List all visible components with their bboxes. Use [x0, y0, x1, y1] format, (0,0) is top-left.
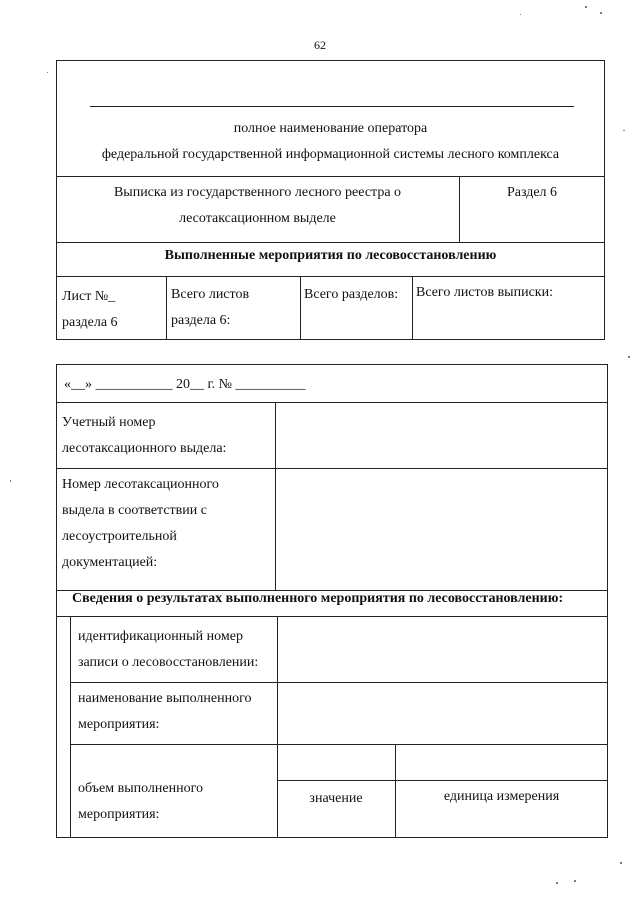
sheet-number-2: раздела 6	[62, 315, 118, 330]
account-number-1: Учетный номер	[62, 415, 156, 430]
results-title: Сведения о результатах выполненного мероприятия по лесовосстановлению:	[72, 591, 564, 606]
operator-caption-2: федеральной государственной информационной системы лесного комплекса	[101, 147, 560, 162]
taxation-number-2: выдела в соответствии с	[62, 503, 207, 518]
activity-name-2: мероприятия:	[78, 717, 160, 732]
activity-name-1: наименование выполненного	[78, 691, 252, 706]
extract-title-1: Выписка из государственного лесного реестра о	[113, 185, 402, 200]
account-number-2: лесотаксационного выдела:	[62, 441, 227, 456]
sheet-number-1: Лист №_	[62, 289, 116, 304]
operator-caption-1: полное наименование оператора	[233, 121, 428, 136]
operator-name-line	[90, 106, 574, 107]
record-id-2: записи о лесовосстановлении:	[78, 655, 259, 670]
total-extract-sheets: Всего листов выписки:	[416, 285, 553, 300]
record-id-1: идентификационный номер	[78, 629, 243, 644]
volume-value-header: значение	[309, 791, 363, 806]
extract-title-2: лесотаксационном выделе	[179, 211, 336, 226]
activity-volume-1: объем выполненного	[78, 781, 203, 796]
taxation-number-3: лесоустроительной	[62, 529, 177, 544]
total-sections: Всего разделов:	[304, 287, 399, 302]
activity-volume-2: мероприятия:	[78, 807, 160, 822]
section-label: Раздел 6	[506, 185, 558, 200]
taxation-number-1: Номер лесотаксационного	[62, 477, 219, 492]
total-sheets-1: Всего листов	[171, 287, 250, 302]
page-number: 62	[314, 38, 326, 52]
total-sheets-2: раздела 6:	[171, 313, 231, 328]
taxation-number-4: документацией:	[62, 555, 158, 570]
date-line: «__» ___________ 20__ г. № __________	[64, 377, 306, 392]
activities-title: Выполненные мероприятия по лесовосстановлению	[164, 248, 497, 263]
volume-unit-header: единица измерения	[443, 789, 560, 804]
